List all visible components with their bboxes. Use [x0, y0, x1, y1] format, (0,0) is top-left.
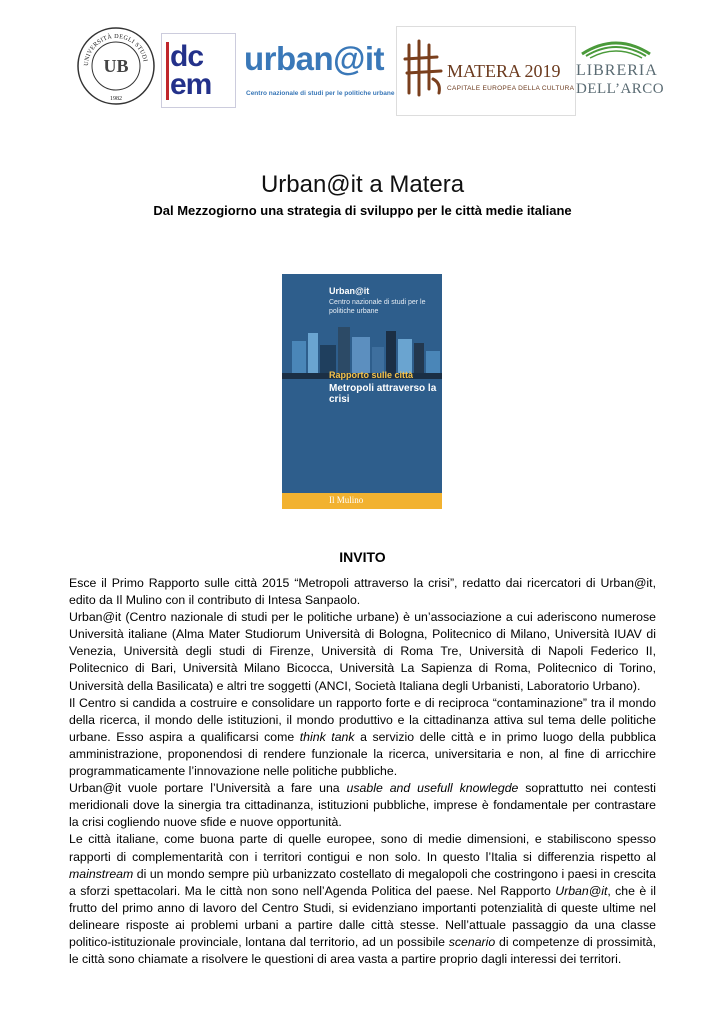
- libreria-line1: LIBRERIA: [576, 62, 658, 79]
- unibas-arc-text: UNIVERSITÀ DEGLI STUDI: [82, 32, 149, 67]
- p5-emphasis-3: scenario: [448, 934, 496, 949]
- p4-text-a: Urban@it vuole portare l’Università a fare una: [69, 781, 347, 796]
- matera-glyph-icon: [403, 39, 447, 99]
- libreria-line2: DELL’ARCO: [576, 81, 665, 97]
- p5-text-c: , che è il frutto del primo anno di lavoro del Centro Studi, si evidenziano importanti potenzialità di queste ultime nel delineare risposte ai problemi urbani a partire dalle città stesse. Nell’attuale passaggio da una classe politico-istituzionale provinciale, lontana dal territorio, ad un possibile: [69, 883, 656, 949]
- urbanit-tagline: Centro nazionale di studi per le politiche urbane: [246, 90, 395, 97]
- unibas-mark: UB: [103, 56, 129, 76]
- matera2019-logo: [396, 26, 576, 116]
- page-title: Urban@it a Matera: [260, 171, 465, 198]
- book-arc-icon: [576, 34, 656, 60]
- paragraph-4: [69, 780, 656, 831]
- p3-text-a: Il Centro si candida a costruire e consolidare un rapporto forte e di reciproca “contaminazione” tra il mondo della ricerca, il mondo delle istituzioni, il mondo produttivo e la cittadinanza attiva sul tema delle politiche urbane. Esso aspira a qualificarsi come: [69, 695, 656, 744]
- dicem-logo: [161, 33, 236, 108]
- matera-name: MATERA 2019: [447, 61, 561, 81]
- cover-publisher: Il Mulino: [329, 495, 364, 505]
- body-text: [69, 575, 656, 968]
- libreria-dellarco-logo: [576, 34, 665, 106]
- matera-tagline: CAPITALE EUROPEA DELLA CULTURA: [447, 85, 575, 92]
- cover-title: Metropoli attraverso la crisi: [329, 383, 437, 405]
- p5-emphasis-2: Urban@it: [555, 883, 608, 898]
- p5-emphasis-1: mainstream: [69, 866, 134, 881]
- page-subtitle: Dal Mezzogiorno una strategia di sviluppo per le città medie italiane: [153, 203, 572, 218]
- dicem-bar: [166, 42, 169, 100]
- paragraph-2: Urban@it (Centro nazionale di studi per le politiche urbane) è un’associazione a cui aderiscono numerose Università italiane (Alma Mater Studiorum Università di Bologna, Politecnico di Milano, Università IUAV di Venezia, Università degli studi di Firenze, Università di Roma Tre, Università di Napoli Federico II, Politecnico di Bari, Università Milano Bicocca, Università La Sapienza di Roma, Politecnico di Torino, Università della Basilicata) e altri tre soggetti (ANCI, Società Italiana degli Urbanisti, Laboratorio Urbano).: [69, 610, 656, 693]
- paragraph-1: Esce il Primo Rapporto sulle città 2015 “Metropoli attraverso la crisi”, redatto dai ricercatori di Urban@it, edito da Il Mulino con il contributo di Intesa Sanpaolo.: [69, 576, 656, 608]
- cover-brand: Urban@it: [329, 286, 370, 296]
- unibas-year: 1982: [110, 96, 122, 102]
- p5-text-d: di competenze di prossimità, le città sono chiamate a risolvere le questioni di area vasta a partire proprio dagli interessi dei territori.: [69, 934, 656, 967]
- invito-heading: INVITO: [339, 549, 386, 565]
- logo-bar: [0, 12, 725, 112]
- p4-text-b: soprattutto nei contesti meridionali dove la sinergia tra cittadinanza, istituzioni pubbliche, imprese è fondamentale per contrastare la crisi cogliendo nuove sfide e nuove opportunità.: [69, 781, 656, 830]
- cover-subtitle: Centro nazionale di studi per le politiche urbane: [329, 299, 426, 315]
- book-cover: [282, 274, 442, 509]
- unibas-logo: [76, 26, 156, 106]
- urbanit-name: urban@it: [244, 40, 385, 77]
- p4-emphasis: usable and usefull knowlegde: [346, 781, 519, 796]
- unibas-seal-icon: [76, 26, 156, 106]
- p5-text-b: di un mondo sempre più urbanizzato costellato di megalopoli che costringono i paesi in crescita a sforzi spettacolari. Ma le città non sono nell’Agenda Politica del paese. Nel Rapporto: [69, 866, 656, 898]
- dicem-line1: dc: [170, 40, 204, 73]
- dicem-line2: em: [170, 68, 212, 101]
- p3-text-b: a servizio delle città e in primo luogo della pubblica amministrazione, proponendosi di rendere funzionale la ricerca, universitaria e non, al fine di arricchire programmaticamente l’innovazione nelle politiche pubbliche.: [69, 729, 656, 779]
- p5-text-a: Le città italiane, come buona parte di quelle europee, sono di medie dimensioni, e stabiliscono spesso rapporti di complementarità con i territori contigui e non solo. In questo l’Italia si differenzia rispetto al: [69, 832, 656, 864]
- p3-emphasis: think tank: [299, 729, 355, 744]
- urbanit-logo: [240, 26, 395, 111]
- paragraph-3: [69, 695, 656, 780]
- paragraph-5: [69, 831, 656, 968]
- cover-series: Rapporto sulle città: [329, 370, 414, 380]
